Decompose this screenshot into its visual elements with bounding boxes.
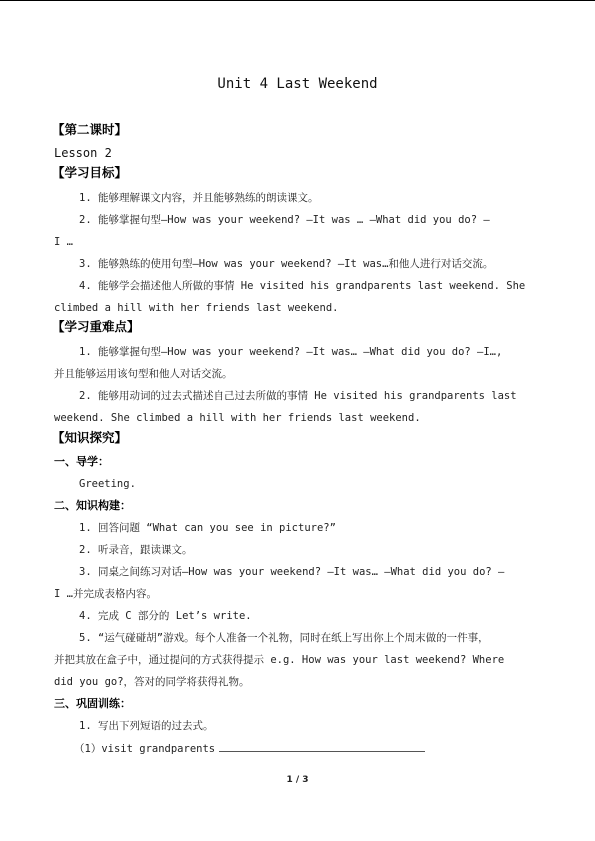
lesson-label: Lesson 2 xyxy=(54,146,112,160)
section-period-heading: 【第二课时】 xyxy=(52,122,128,137)
keypoints-heading: 【学习重难点】 xyxy=(52,319,140,334)
practice-item-1: 1. 写出下列短语的过去式。 xyxy=(79,720,214,732)
goal-item-4-cont: climbed a hill with her friends last weekend. xyxy=(54,302,339,314)
top-rule xyxy=(0,0,595,1)
build-item-5-cont-2: did you go?，答对的同学将获得礼物。 xyxy=(54,676,250,688)
goal-item-3: 3. 能够熟练的使用句型—How was your weekend? —It was…和他人进行对话交流。 xyxy=(79,258,494,270)
practice-heading: 三、巩固训练： xyxy=(54,697,131,710)
keypoint-item-2-cont: weekend. She climbed a hill with her friends last weekend. xyxy=(54,412,421,424)
page-title: Unit 4 Last Weekend xyxy=(217,76,378,92)
practice-item-1-1 xyxy=(74,741,425,756)
keypoint-item-1: 1. 能够掌握句型—How was your weekend? —It was… —What did you do? —I…, xyxy=(79,346,503,358)
goal-item-2: 2. 能够掌握句型—How was your weekend? —It was … —What did you do? — xyxy=(79,214,490,226)
keypoint-item-2: 2. 能够用动词的过去式描述自己过去所做的事情 He visited his grandparents last xyxy=(79,390,517,402)
page-number: 1 / 3 xyxy=(286,775,309,785)
build-heading: 二、知识构建： xyxy=(54,499,131,512)
goal-item-2-cont: I … xyxy=(54,236,73,248)
build-item-5-cont-1: 并把其放在盒子中，通过提问的方式获得提示 e.g. How was your last weekend? Where xyxy=(54,654,505,666)
practice-item-1-1-label: （1）visit grandparents xyxy=(74,743,216,755)
guide-heading: 一、导学： xyxy=(54,455,109,468)
build-item-3: 3. 同桌之间练习对话—How was your weekend? —It was… —What did you do? — xyxy=(79,566,505,578)
build-item-4: 4. 完成 C 部分的 Let’s write. xyxy=(79,610,252,622)
explore-heading: 【知识探究】 xyxy=(52,430,128,445)
goals-heading: 【学习目标】 xyxy=(52,165,128,180)
build-item-2: 2. 听录音，跟读课文。 xyxy=(79,544,193,556)
build-item-1: 1. 回答问题 “What can you see in picture?” xyxy=(79,522,336,534)
answer-blank[interactable] xyxy=(219,741,425,752)
build-item-5: 5. “运气碰碰胡”游戏。每个人准备一个礼物，同时在纸上写出你上个周末做的一件事， xyxy=(79,632,489,644)
guide-text: Greeting. xyxy=(79,478,136,490)
build-item-3-cont: I …并完成表格内容。 xyxy=(54,588,157,600)
goal-item-4: 4. 能够学会描述他人所做的事情 He visited his grandparents last weekend. She xyxy=(79,280,526,292)
goal-item-1: 1. 能够理解课文内容，并且能够熟练的朗读课文。 xyxy=(79,192,319,204)
keypoint-item-1-cont: 并且能够运用该句型和他人对话交流。 xyxy=(54,368,233,380)
